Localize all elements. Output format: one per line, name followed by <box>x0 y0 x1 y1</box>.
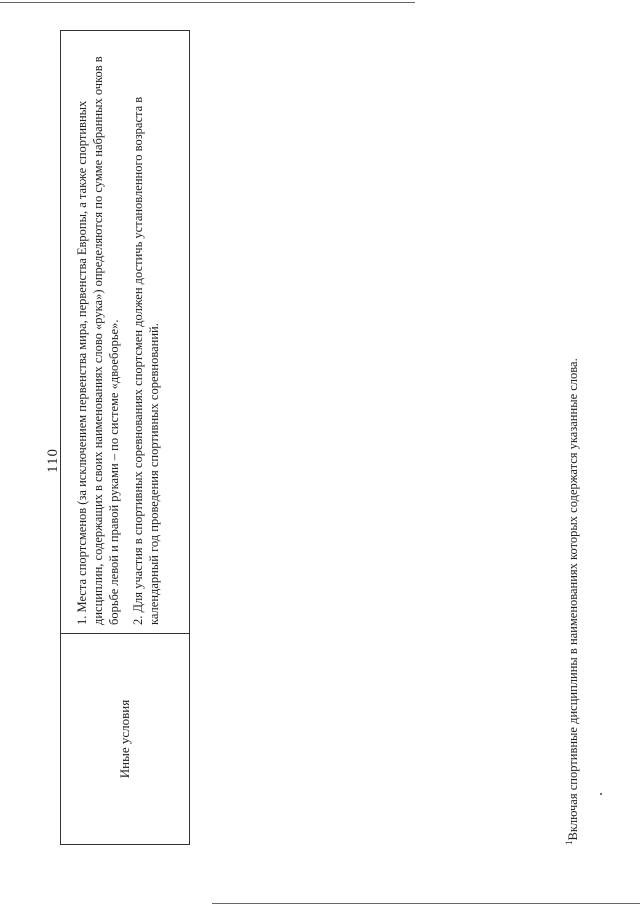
conditions-table <box>60 30 190 845</box>
footnote <box>563 358 581 845</box>
footnote-text: Включая спортивные дисциплины в наименованиях которых содержатся указанные слова. <box>566 358 580 841</box>
row-label: Иные условия <box>61 634 190 845</box>
table-row <box>61 31 190 845</box>
row-content <box>61 31 190 634</box>
condition-item-1: 1. Места спортсменов (за исключением первенства мира, первенства Европы, а также спортивных дисциплин, содержащих в своих наименованиях слово «рука») определяются по сумме набранных очков в борьбе левой и правой руками – по системе «двоеборье». <box>75 56 121 625</box>
footnote-marker: 1 <box>563 840 574 845</box>
page-number: 110 <box>45 448 61 473</box>
condition-item-2: 2. Для участия в спортивных соревнованиях спортсмен должен достичь установленного возраста в календарный год проведения спортивных соревнований. <box>131 96 161 625</box>
